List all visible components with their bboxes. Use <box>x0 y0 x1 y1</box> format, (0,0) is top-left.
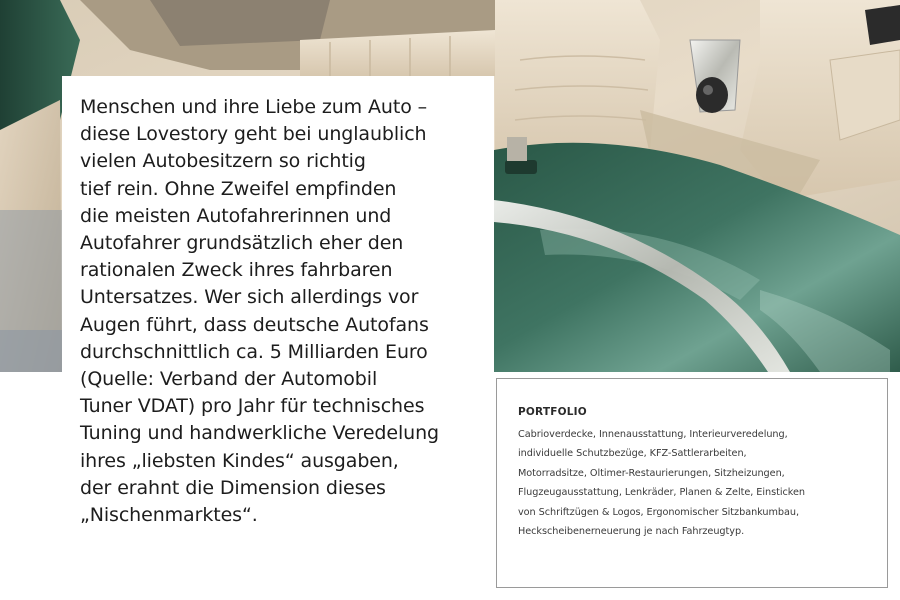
portfolio-text: Cabrioverdecke, Innenausstattung, Interieurveredelung, individuelle Schutzbezüge, KFZ-Sattlerarbeiten, Motorradsitze, Oltimer-Restaurierungen, Sitzheizungen, Flugzeugausstattung, Lenkräder, Planen & Zelte, Einsticken von Schriftzügen & Logos, Ergonomischer Sitzbankumbau, Heckscheibenerneuerung je nach Fahrzeugtyp. <box>518 429 805 538</box>
article-text-panel <box>62 76 494 600</box>
portfolio-box <box>496 378 888 588</box>
portfolio-title: PORTFOLIO <box>518 406 587 418</box>
article-body: Menschen und ihre Liebe zum Auto – diese Lovestory geht bei unglaublich vielen Autobesitzern so richtig tief rein. Ohne Zweifel empfinden die meisten Autofahrerinnen und Autofahrer grundsätzlich eher den rationalen Zweck ihres fahrbaren Untersatzes. Wer sich allerdings vor Augen führt, dass deutsche Autofans durchschnittlich ca. 5 Milliarden Euro (Quelle: Verband der Automobil Tuner VDAT) pro Jahr für technisches Tuning und handwerkliche Veredelung ihres „liebsten Kindes“ ausgaben, der erahnt die Dimension dieses „Nischenmarktes“. <box>80 96 439 527</box>
